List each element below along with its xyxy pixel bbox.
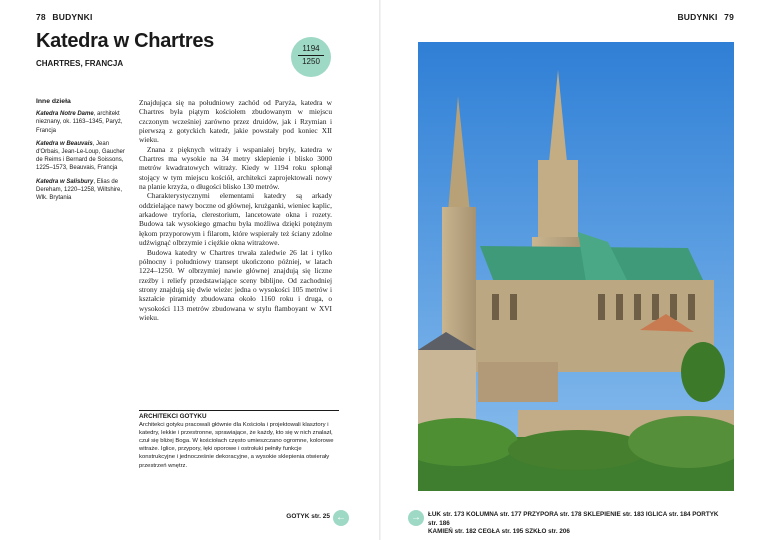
- article-location: CHARTRES, FRANCJA: [36, 59, 124, 68]
- work-detail: , Jean d'Orbais, Jean-Le-Loup, Gaucher de Reims i Bernard de Soissons, 1225–1573, Beauvais, Francja: [36, 140, 125, 172]
- work-detail: , architekt nieznany, ok. 1163–1345, Paryż, Francja: [36, 111, 123, 134]
- cathedral-photo: [418, 42, 734, 491]
- tree-clump: [508, 430, 648, 470]
- cathedral-illustration: [418, 42, 734, 491]
- work-name: Katedra w Beauvais: [36, 140, 93, 147]
- gothic-architects-box: [139, 410, 339, 470]
- work-detail: , Elias de Dereham, 1220–1258, Wiltshire, Wlk. Brytania: [36, 178, 123, 202]
- cross-reference-left[interactable]: GOTYK str. 25: [286, 513, 330, 520]
- running-header-left: [36, 12, 93, 22]
- town-building: [478, 362, 558, 402]
- arrow-left-icon[interactable]: ←: [333, 510, 349, 526]
- cross-reference-right[interactable]: [428, 511, 728, 537]
- body-paragraph: Znajdująca się na południowy zachód od Paryża, katedra w Chartres była piątym kościołem zbudowanym w miejscu czczonym wcześniej zarówno przez druidów, jak i Rzymian i pierwszą z gotyckich katedr, jakie powstały pod koniec XII wieku.: [139, 98, 332, 145]
- tree-right: [681, 342, 725, 402]
- section-label-left: BUDYNKI: [52, 12, 93, 22]
- date-divider: [298, 55, 324, 56]
- date-start: 1194: [302, 44, 320, 53]
- section-label-right: BUDYNKI: [677, 12, 718, 22]
- date-badge: [291, 37, 331, 77]
- other-works-sidebar: [36, 98, 128, 207]
- body-paragraph: Budowa katedry w Chartres trwała zaledwie 26 lat i tylko północny i południowy transept ukończono później, w latach 1224–1250. W olbrzymiej nawie głównej znajdują się liczne rzeźby i reliefy przedstawiające sceny biblijne. Od zachodniej strony znajdują się dwie wieże: jedna o wysokości 105 metrów i kształcie piramidy zbudowana około 1160 roku i druga, o wysokości 113 metrów zbudowana w stylu flamboyant w XVI wieku.: [139, 247, 332, 322]
- sidebar-heading: Inne dzieła: [36, 98, 71, 105]
- date-end: 1250: [302, 57, 320, 66]
- article-body: [139, 98, 332, 322]
- article-title: Katedra w Chartres: [36, 30, 214, 52]
- sidebar-item: [36, 178, 128, 203]
- work-name: Katedra Notre Dame: [36, 111, 94, 118]
- body-paragraph: Charakterystycznymi elementami katedry są arkady oddzielające nawy boczne od głównej, krużganki, wieniec kaplic, arkadowe tryforia, clerestorium, lancetowate okna i rozety. Budowa tak wysokiego gmachu była możliwa dzięki potężnym łękom przyporowym i filarom, które wspierały też ściany zdolne udźwignąć olbrzymie i ciężkie okna witrażowe.: [139, 191, 332, 248]
- running-header-right: [677, 12, 734, 22]
- sidebar-item: [36, 110, 128, 135]
- body-paragraph: Znana z pięknych witraży i wspaniałej bryły, katedra w Chartres ma wysokie na 34 metry sklepienie i blisko 3000 metrów kwadratowych witraży. Kiedy w 1194 roku spłonął stojący w tym miejscu kościół, architekci zaprojektowali nowy na planie krzyża, o długości blisko 130 metrów.: [139, 144, 332, 192]
- page-number-left: 78: [36, 12, 46, 22]
- work-name: Katedra w Salisbury: [36, 178, 94, 185]
- box-title: ARCHITEKCI GOTYKU: [139, 413, 207, 420]
- right-spire-base: [538, 160, 578, 245]
- xref-line: ŁUK str. 173 KOLUMNA str. 177 PRZYPORA str. 178 SKLEPIENIE str. 183 IGLICA str. 184 PORTYK str. 186: [428, 511, 719, 527]
- xref-line: KAMIEŃ str. 182 CEGŁA str. 195 SZKŁO str. 206: [428, 528, 570, 535]
- sidebar-item: [36, 140, 128, 173]
- arrow-right-icon[interactable]: →: [408, 510, 424, 526]
- page-gutter: [379, 0, 381, 540]
- page-number-right: 79: [724, 12, 734, 22]
- box-text: Architekci gotyku pracowali głównie dla Kościoła i projektowali klasztory i katedry, lekkie i przestronne, sprawiające, że każdy, kto się w nich znalazł, czuł się bliżej Boga. W kościołach często umieszczano ogromne, kolorowe witraże. Iglice, przypory, łęki oporowe i ostrołuki pełniły funkcje konstrukcyjne i jednocześnie dekoracyjne, a wysokie sklepienia otwierały przestrzeń wnętrz.: [139, 422, 334, 469]
